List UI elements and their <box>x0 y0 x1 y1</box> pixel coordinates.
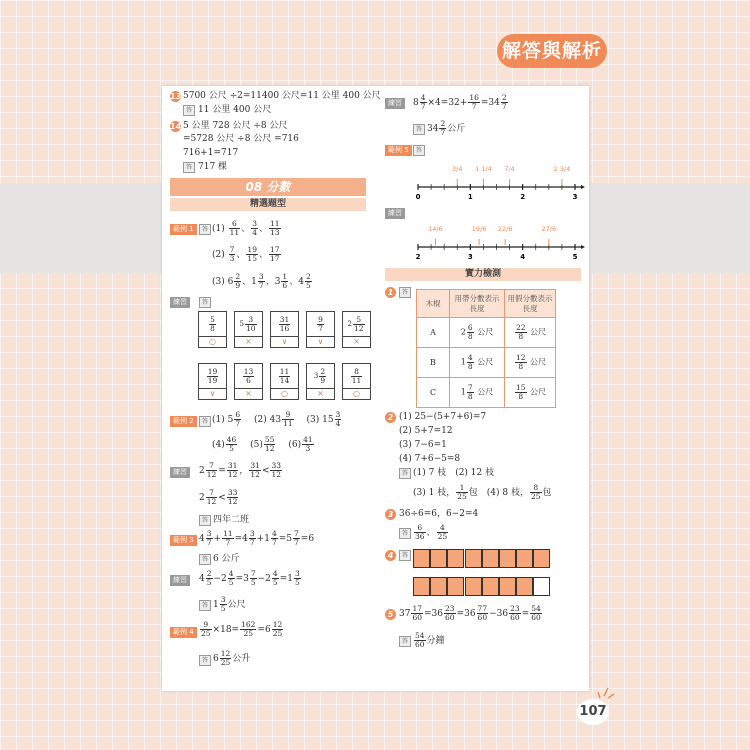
grid-cell <box>447 577 464 596</box>
tick-label: 5 <box>572 253 578 261</box>
answer-icon: 答 <box>399 528 411 539</box>
fraction-card: $\frac{19}{19}$ ∨ <box>198 363 227 400</box>
fraction-card: $\frac{8}{11}$ ○ <box>342 363 371 400</box>
table-cell: $\frac{12}{8}$ 公尺 <box>505 348 556 378</box>
answer-icon: 答 <box>199 416 211 427</box>
grid-cell <box>499 577 516 596</box>
card-mark: × <box>245 337 252 346</box>
grid-cell <box>413 577 430 596</box>
answer-icon: 答 <box>199 600 211 611</box>
table-cell: $\frac{15}{8}$ 公尺 <box>505 378 556 408</box>
grid-cell <box>516 577 533 596</box>
marker-label: 19/6 <box>471 225 487 233</box>
q14-line2: =5728 公尺 ÷8 公尺 =716 <box>183 134 299 144</box>
q5-expr: 37 $\frac{17}{60}$ =36 $\frac{23}{60}$ =36 $\frac{77}{60}$ −36 $\frac{23}{60}$ = $\frac{54}{60}$ <box>399 604 541 622</box>
table-row <box>417 318 556 348</box>
table-cell: 1 $\frac{4}{8}$ 公尺 <box>450 348 505 378</box>
fraction-card: $\frac{9}{7}$ ∨ <box>306 311 335 348</box>
marker-label: 7/4 <box>504 165 515 173</box>
answer-icon: 答 <box>399 550 411 561</box>
section-badge: 解答與解析 <box>497 34 607 68</box>
card-mark: × <box>245 389 252 398</box>
ex2-row1: (1) 5 $\frac{6}{7}$ (2) 43 $\frac{9}{11}$ (3) 15 $\frac{3}{4}$ <box>212 410 341 428</box>
q2-a2: (3) 1 枝， $\frac{1}{25}$ 包 (4) 8 枝， $\frac{8}{25}$ 包 <box>413 483 552 501</box>
q5-answer: $\frac{54}{60}$ 分鐘 <box>415 631 445 649</box>
question-number-1: 1 <box>385 287 396 298</box>
answer-icon: 答 <box>199 655 211 666</box>
table-cell: B <box>417 348 450 378</box>
fraction-card: $\frac{31}{16}$ ∨ <box>270 311 299 348</box>
card-mark: ∨ <box>209 389 216 398</box>
tick-label: 4 <box>520 253 526 261</box>
q2-l4: (4) 7+6−5=8 <box>399 454 461 464</box>
answer-icon: 答 <box>399 636 411 647</box>
grid-cell <box>533 577 550 596</box>
answer-icon: 答 <box>199 297 211 308</box>
section-title-bar: 08 分數 <box>170 178 366 196</box>
q2-l3: (3) 7−6=1 <box>399 440 447 450</box>
card-mark: ∨ <box>281 337 288 346</box>
q13-line1: 5700 公尺 ÷2=11400 公尺=11 公里 400 公尺 <box>183 91 381 101</box>
ex4-expr: $\frac{9}{25}$ ×18= $\frac{162}{25}$ =6 $\frac{12}{25}$ <box>201 620 283 638</box>
answer-icon: 答 <box>199 224 211 235</box>
grid-cell <box>482 549 499 568</box>
prac-top-answer: 34 $\frac{2}{7}$ 公斤 <box>427 119 466 137</box>
answer-icon: 答 <box>399 468 411 479</box>
ex3-answer: 6 公斤 <box>213 554 240 564</box>
subsection-bar: 精選題型 <box>170 198 366 211</box>
badge-tail <box>590 56 604 66</box>
table-cell: C <box>417 378 450 408</box>
q14-line3: 716+1=717 <box>183 148 239 158</box>
table-cell: 2 $\frac{6}{8}$ 公尺 <box>450 318 505 348</box>
grid-cell <box>447 549 464 568</box>
practice-tag: 練習 <box>170 297 190 308</box>
table-cell: A <box>417 318 450 348</box>
practice-tag: 練習 <box>385 98 405 109</box>
question-number-4: 4 <box>385 550 396 561</box>
axis-arrow <box>581 185 585 189</box>
answer-icon: 答 <box>183 105 195 116</box>
prac2-answer: 四年二班 <box>213 515 250 525</box>
question-number-2: 2 <box>385 412 396 423</box>
tick-label: 0 <box>415 193 421 201</box>
answer-icon: 答 <box>413 124 425 135</box>
practice-tag: 練習 <box>170 575 190 586</box>
tick-label: 3 <box>467 253 473 261</box>
col-header: 用帶分數表示長度 <box>450 290 505 318</box>
answer-icon: 答 <box>413 145 425 156</box>
practice-tag: 練習 <box>385 208 405 219</box>
sparkle-icon <box>596 684 616 700</box>
axis-arrow <box>581 245 585 249</box>
fraction-card: $\frac{13}{6}$ × <box>234 363 263 400</box>
q3-answer: $\frac{6}{36}$ 、 $\frac{4}{25}$ <box>415 523 448 541</box>
q14-line1: 5 公里 728 公尺 ÷8 公尺 <box>183 121 288 131</box>
marker-label: 1 1/4 <box>475 165 492 173</box>
answer-icon: 答 <box>199 554 211 565</box>
question-number-5: 5 <box>385 609 396 620</box>
col-header: 用假分數表示長度 <box>505 290 556 318</box>
answer-icon: 答 <box>183 162 195 173</box>
prac3-answer: 1 $\frac{3}{5}$ 公尺 <box>213 595 246 613</box>
col-header: 木棍 <box>417 290 450 318</box>
number-line-practice <box>410 215 585 265</box>
ex1-row2: (2) $\frac{7}{3}$ 、 $\frac{19}{15}$ 、 $\frac{17}{17}$ <box>212 245 280 263</box>
fraction-card: 3 $\frac{2}{9}$ × <box>306 363 335 400</box>
marker-label: 14/6 <box>428 225 443 233</box>
tick-label: 1 <box>467 193 473 201</box>
grid-cell <box>482 577 499 596</box>
prac-top-expr: 8 $\frac{4}{7}$ ×4=32+ $\frac{16}{7}$ =34 $\frac{2}{7}$ <box>413 93 507 111</box>
answer-icon: 答 <box>399 287 411 298</box>
tick-label: 3 <box>572 193 578 201</box>
section-bar-assessment: 實力檢測 <box>385 268 581 281</box>
grid-cell <box>516 549 533 568</box>
card-mark: ○ <box>209 337 216 346</box>
ex3-expr: 4 $\frac{3}{7}$ + $\frac{11}{7}$ =4 $\frac{3}{7}$ +1 $\frac{4}{7}$ =5 $\frac{7}{7}$ =6 <box>199 529 315 547</box>
fraction-card: $\frac{5}{8}$ ○ <box>198 311 227 348</box>
number-line-ex5 <box>410 155 585 205</box>
ex2-row2: (4) $\frac{46}{5}$ (5) $\frac{55}{12}$ (6) $\frac{41}{3}$ <box>212 435 313 453</box>
marker-label: 2 3/4 <box>553 165 571 173</box>
example-tag-5: 範例 5 <box>385 145 412 156</box>
table-cell: 1 $\frac{7}{8}$ 公尺 <box>450 378 505 408</box>
card-mark: ○ <box>353 389 360 398</box>
length-table <box>416 289 556 408</box>
tick-label: 2 <box>520 193 526 201</box>
q2-l1: (1) 25−(5+7+6)=7 <box>399 412 487 422</box>
marker-label: 22/6 <box>497 225 513 233</box>
marker-label: 3/4 <box>452 165 463 173</box>
q2-l2: (2) 5+7=12 <box>399 426 453 436</box>
q2-a1: (1) 7 枝 (2) 12 枝 <box>413 468 495 478</box>
grid-cell <box>499 549 516 568</box>
tick-label: 2 <box>415 253 421 261</box>
card-mark: × <box>317 389 324 398</box>
ex1-row1: (1) $\frac{6}{11}$ 、 $\frac{3}{4}$ 、 $\frac{11}{13}$ <box>212 219 280 237</box>
prac3-expr: 4 $\frac{2}{5}$ −2 $\frac{4}{5}$ =3 $\frac{7}{5}$ −2 $\frac{4}{5}$ =1 $\frac{3}{5}$ <box>199 569 300 587</box>
ex4-answer: 6 $\frac{12}{25}$ 公升 <box>213 649 251 667</box>
example-tag-1: 範例 1 <box>170 224 197 235</box>
table-row <box>417 378 556 408</box>
card-mark: × <box>353 337 360 346</box>
grid-cell <box>465 577 482 596</box>
card-mark: ○ <box>281 389 288 398</box>
example-tag-2: 範例 2 <box>170 416 197 427</box>
grid-cell <box>430 577 447 596</box>
answer-icon: 答 <box>199 515 211 526</box>
question-number-3: 3 <box>385 509 396 520</box>
grid-cell <box>430 549 447 568</box>
q13-answer: 11 公里 400 公尺 <box>198 105 272 115</box>
ex1-row3: (3) 6 $\frac{2}{9}$ 、1 $\frac{3}{7}$ 、3 $\frac{1}{6}$ 、4 $\frac{2}{5}$ <box>212 272 311 290</box>
question-number-13: 13 <box>170 92 182 101</box>
question-number-14: 14 <box>170 122 182 131</box>
grid-cell <box>465 549 482 568</box>
grid-cell <box>533 549 550 568</box>
fraction-card: 2 $\frac{5}{12}$ × <box>342 311 371 348</box>
q14-answer: 717 棵 <box>198 162 228 172</box>
table-row <box>417 348 556 378</box>
prac2-line1: 2 $\frac{7}{12}$ = $\frac{31}{12}$ ， $\frac{31}{12}$ < $\frac{33}{12}$ <box>199 461 282 479</box>
card-mark: ∨ <box>317 337 324 346</box>
example-tag-4: 範例 4 <box>170 627 197 638</box>
grid-cell <box>413 549 430 568</box>
marker-label: 27/6 <box>541 225 557 233</box>
table-cell: $\frac{22}{8}$ 公尺 <box>505 318 556 348</box>
prac2-line2: 2 $\frac{7}{12}$ < $\frac{33}{12}$ <box>199 488 238 506</box>
practice-tag: 練習 <box>170 467 190 478</box>
q3-line: 36÷6=6，6−2=4 <box>399 509 479 519</box>
page-number: 107 <box>577 699 609 725</box>
example-tag-3: 範例 3 <box>170 535 197 546</box>
fraction-card: $\frac{11}{14}$ ○ <box>270 363 299 400</box>
fraction-card: 5 $\frac{3}{10}$ × <box>234 311 263 348</box>
